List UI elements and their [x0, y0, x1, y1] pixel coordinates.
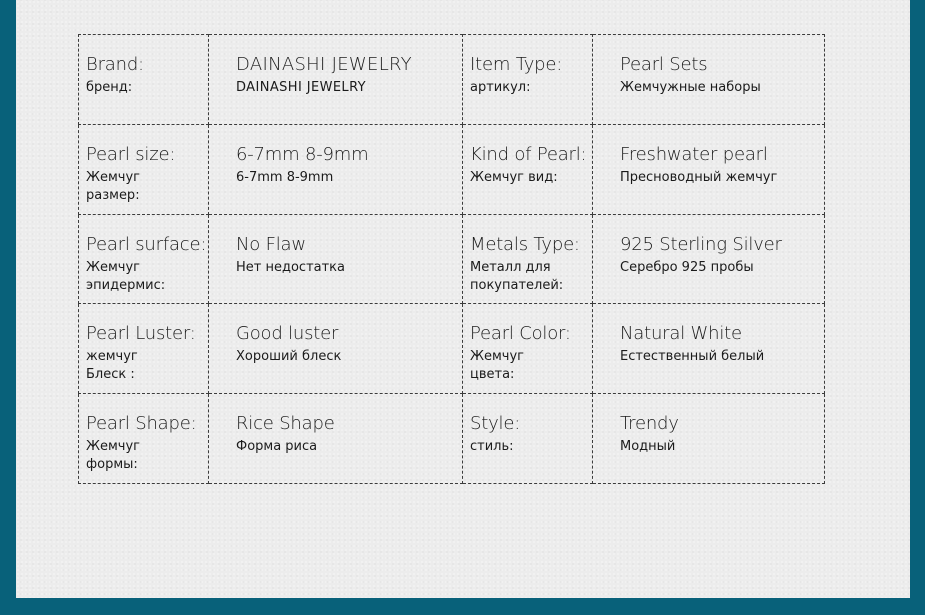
property-label-english: Style: [470, 413, 521, 435]
property-value-cell [209, 124, 463, 214]
property-label-russian: Металл для покупателей: [470, 259, 564, 293]
table-row [79, 394, 825, 484]
property-value-russian: Естественный белый [620, 349, 765, 365]
property-value-cell [209, 304, 463, 394]
property-value-russian: Жемчужные наборы [620, 80, 761, 95]
property-value-russian: Нет недостатка [236, 259, 345, 275]
property-label-russian: жемчуг Блеск : [86, 349, 138, 383]
property-value-english: DAINASHI JEWELRY [236, 54, 412, 75]
property-label-cell [79, 35, 209, 125]
property-value-russian: 6-7mm 8-9mm [236, 169, 334, 185]
property-label-cell [79, 124, 209, 214]
property-value-english: 925 Sterling Silver [620, 233, 782, 255]
property-label-russian: Жемчуг формы: [86, 439, 141, 473]
property-label-cell [79, 304, 209, 394]
spec-table-body [79, 35, 825, 484]
property-label-russian: Жемчуг размер: [86, 169, 141, 203]
property-value-russian: Хороший блеск [236, 349, 342, 365]
property-label-cell [463, 35, 593, 125]
property-value-cell [593, 35, 825, 125]
property-label-cell [463, 124, 593, 214]
property-label-english: Pearl Shape: [86, 413, 197, 435]
table-row [79, 124, 825, 214]
property-value-russian: Пресноводный жемчуг [620, 169, 778, 185]
property-value-russian: Серебро 925 пробы [620, 259, 754, 275]
spec-panel [16, 0, 910, 598]
property-label-english: Pearl Color: [470, 323, 571, 345]
property-label-cell [463, 394, 593, 484]
property-value-english: 6-7mm 8-9mm [236, 143, 369, 165]
property-label-english: Item Type: [470, 54, 563, 75]
property-value-russian: Модный [620, 439, 676, 455]
property-label-english: Brand: [86, 54, 144, 75]
property-value-english: Good luster [236, 323, 339, 345]
property-value-russian: Форма риса [236, 439, 318, 455]
property-value-english: Pearl Sets [620, 54, 708, 75]
table-row [79, 35, 825, 125]
property-label-cell [463, 304, 593, 394]
property-label-russian: Жемчуг цвета: [470, 349, 525, 383]
property-value-cell [593, 124, 825, 214]
property-value-cell [209, 35, 463, 125]
property-value-cell [593, 304, 825, 394]
property-label-russian: стиль: [470, 439, 514, 455]
property-value-english: Trendy [620, 413, 679, 435]
property-label-english: Metals Type: [470, 233, 580, 255]
spec-table [78, 34, 825, 484]
property-label-russian: Жемчуг вид: [470, 169, 558, 185]
property-value-cell [209, 214, 463, 304]
property-value-english: No Flaw [236, 233, 306, 255]
property-value-russian: DAINASHI JEWELRY [236, 80, 367, 95]
property-label-english: Pearl size: [86, 143, 176, 165]
property-label-english: Pearl Luster: [86, 323, 196, 345]
property-label-russian: Жемчуг эпидермис: [86, 259, 166, 293]
property-label-russian: артикул: [470, 80, 531, 95]
property-value-cell [209, 394, 463, 484]
property-label-cell [79, 394, 209, 484]
property-value-cell [593, 214, 825, 304]
property-label-cell [463, 214, 593, 304]
table-row [79, 214, 825, 304]
property-label-cell [79, 214, 209, 304]
property-label-english: Kind of Pearl: [470, 143, 587, 165]
property-label-russian: бренд: [86, 80, 133, 95]
property-value-english: Freshwater pearl [620, 143, 768, 165]
table-row [79, 304, 825, 394]
property-value-english: Natural White [620, 323, 742, 345]
property-value-cell [593, 394, 825, 484]
property-value-english: Rice Shape [236, 413, 335, 435]
property-label-english: Pearl surface: [86, 233, 207, 255]
